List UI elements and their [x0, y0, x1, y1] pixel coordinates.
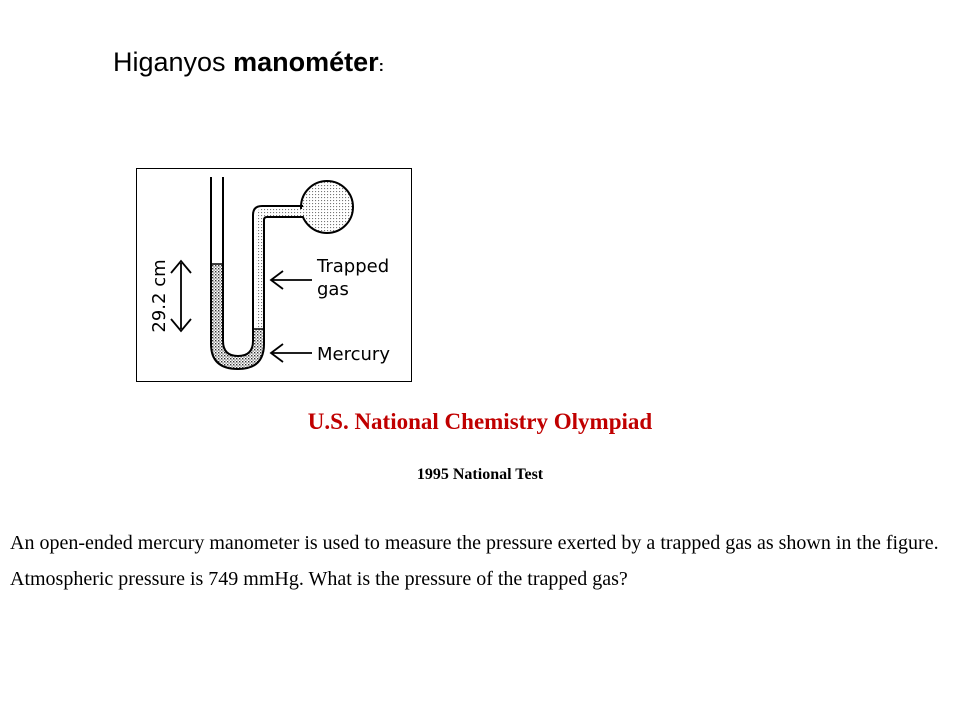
trapped-gas-arrow [271, 271, 312, 289]
manometer-figure [136, 168, 412, 382]
test-subtitle: 1995 National Test [416, 466, 544, 483]
manometer-diagram [137, 169, 410, 380]
title-prefix: Higanyos [113, 47, 234, 77]
trapped-gas-label-line2: gas [317, 279, 349, 300]
competition-title: U.S. National Chemistry Olympiad [307, 409, 653, 434]
mercury-label: Mercury [317, 344, 390, 365]
question-text: An open-ended mercury manometer is used to measure the pressure exerted by a trapped gas as shown in the figure. Atmospheric pressure is 749 mmHg. What is the pressure of the trapped gas? [10, 532, 939, 590]
height-arrow [171, 261, 191, 331]
height-label: 29.2 cm [149, 259, 170, 333]
mercury-arrow [271, 344, 312, 362]
trapped-gas-label-line1: Trapped [317, 256, 390, 277]
gas-bulb [301, 181, 353, 233]
title-bold: manométer [233, 47, 379, 77]
slide-title [113, 46, 384, 83]
title-suffix: : [378, 58, 384, 75]
